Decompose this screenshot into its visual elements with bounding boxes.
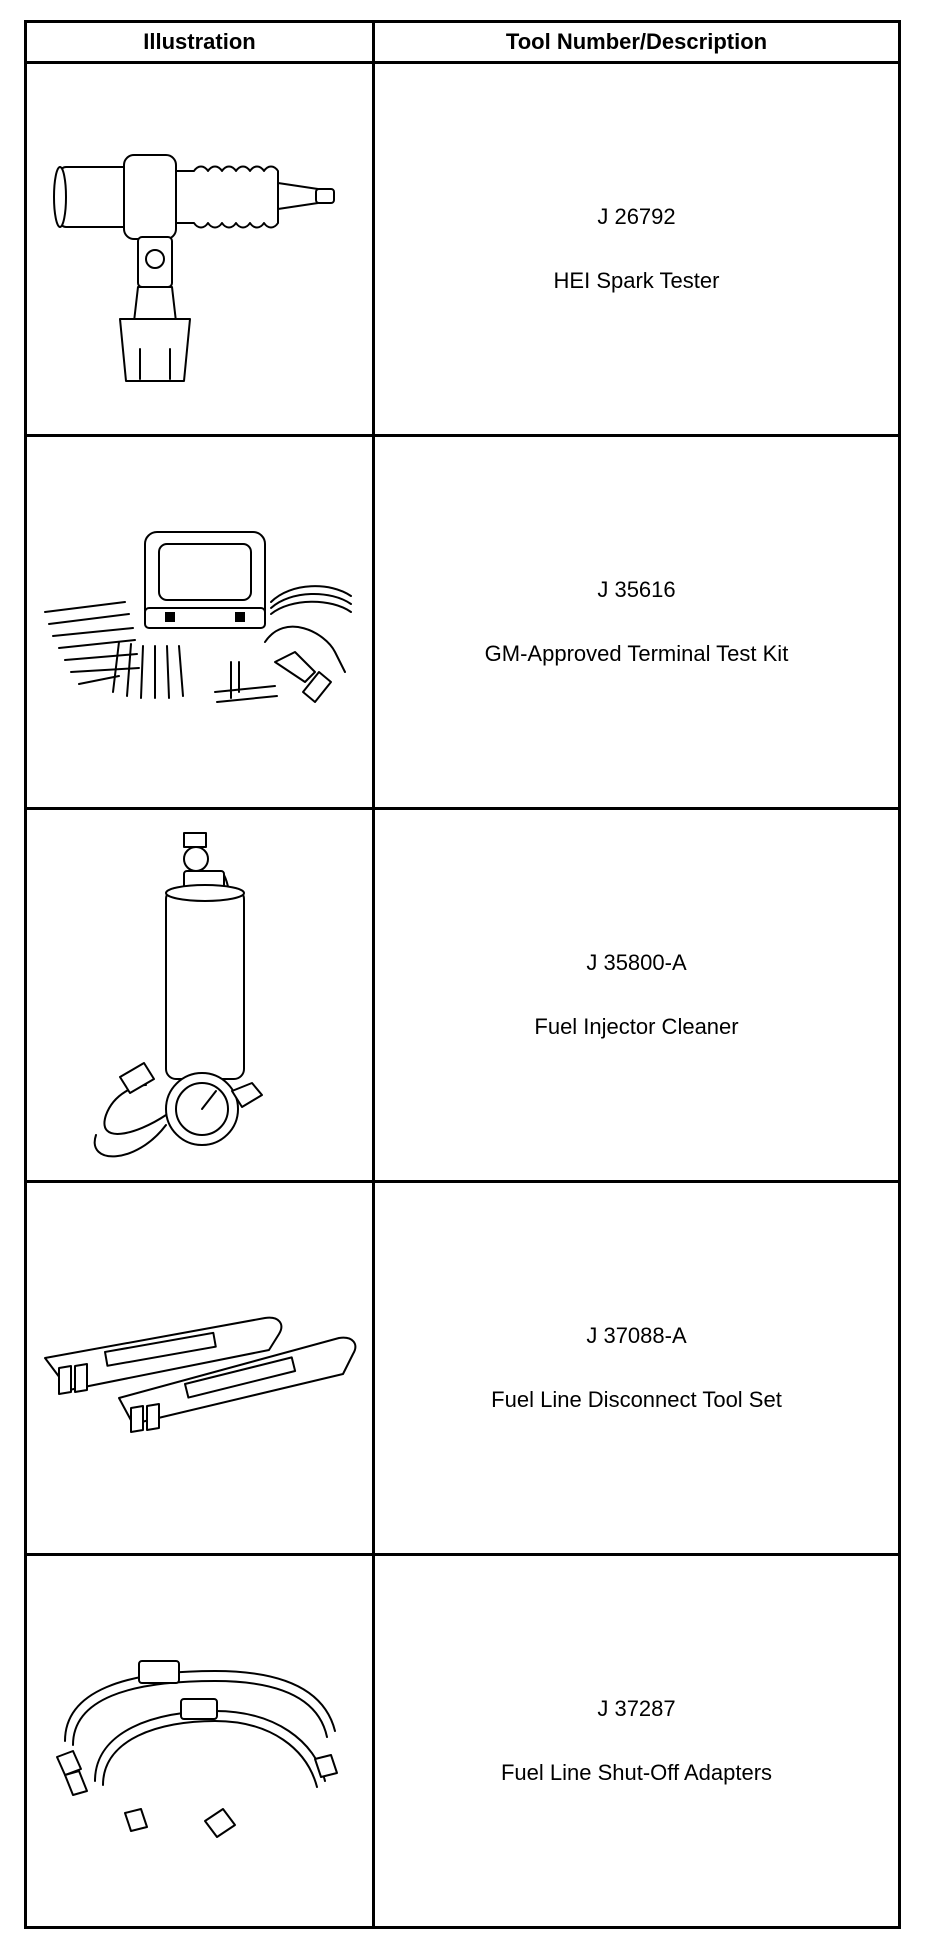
tool-description: Fuel Line Shut-Off Adapters <box>500 1760 773 1785</box>
spark-tester-icon <box>40 109 360 389</box>
tool-description: HEI Spark Tester <box>553 268 720 293</box>
description-cell <box>374 436 900 809</box>
table-row <box>26 436 900 809</box>
illustration-cell <box>26 809 374 1182</box>
description-cell <box>374 1555 900 1928</box>
tool-description: Fuel Line Disconnect Tool Set <box>491 1387 782 1412</box>
header-tool: Tool Number/Description <box>374 22 900 63</box>
illustration-cell <box>26 1555 374 1928</box>
illustration-cell <box>26 1182 374 1555</box>
tool-number: J 37287 <box>597 1696 676 1721</box>
fuel-line-disconnect-tool-icon <box>35 1298 365 1438</box>
table-row <box>26 1555 900 1928</box>
illustration-cell <box>26 436 374 809</box>
header-illustration: Illustration <box>26 22 374 63</box>
tool-number: J 35800-A <box>586 950 687 975</box>
fuel-injector-cleaner-icon <box>80 825 320 1165</box>
tool-table <box>24 20 901 1929</box>
description-cell <box>374 1182 900 1555</box>
description-cell <box>374 809 900 1182</box>
fuel-line-shutoff-adapters-icon <box>35 1631 365 1851</box>
tool-number: J 35616 <box>597 577 676 602</box>
tool-description: Fuel Injector Cleaner <box>534 1014 739 1039</box>
tool-description: GM-Approved Terminal Test Kit <box>484 641 789 666</box>
tool-number: J 26792 <box>597 204 676 229</box>
illustration-cell <box>26 63 374 436</box>
terminal-test-kit-icon <box>35 512 365 732</box>
table-row <box>26 1182 900 1555</box>
tool-number: J 37088-A <box>586 1323 687 1348</box>
table-row <box>26 809 900 1182</box>
description-cell <box>374 63 900 436</box>
table-row <box>26 63 900 436</box>
table-header-row <box>26 22 900 63</box>
